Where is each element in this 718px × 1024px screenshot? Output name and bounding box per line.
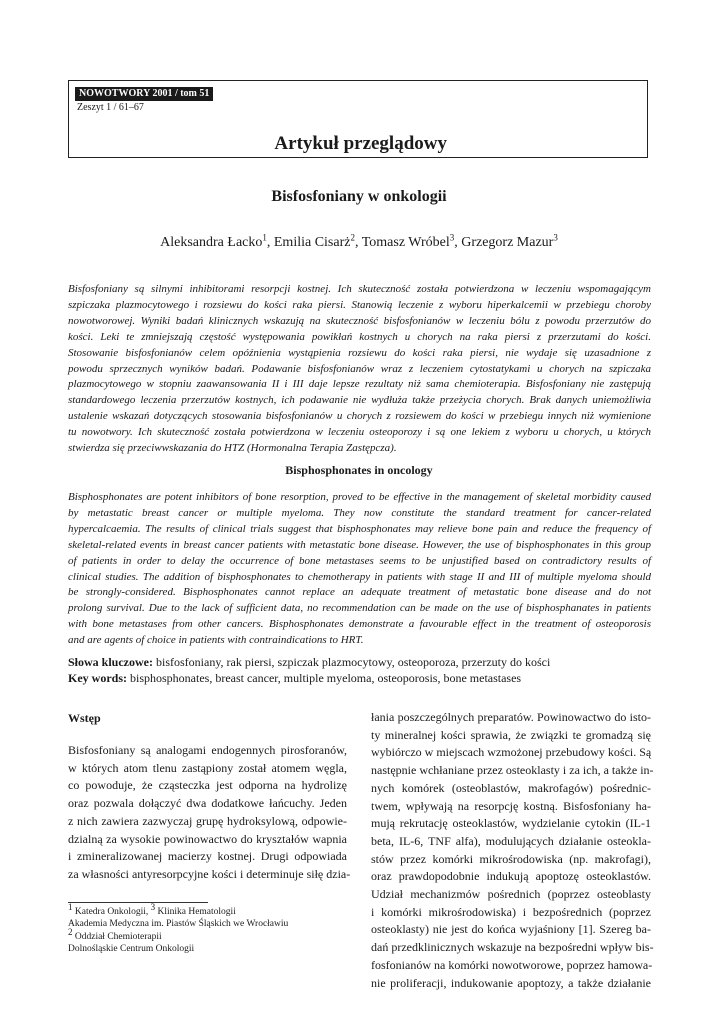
author-name: Aleksandra Łacko — [160, 235, 263, 250]
text-line: ty mineralnej kości sprawia, że związki te gromadzą się — [371, 727, 651, 742]
abstract-polish — [68, 282, 651, 457]
text-line: dzialną za wysokie powinowactwo do kryształów wapnia — [68, 831, 347, 846]
text-line: with bone metastases from other cancers. Bisphosphonates demonstrate a favourable effect in the treatment of osteoporosis — [68, 618, 651, 631]
text-line: następnie wchłaniane przez osteoklasty i za ich, a także in- — [371, 763, 654, 778]
footnote-text: Katedra Onkologii, — [74, 907, 151, 917]
footnote-line — [68, 901, 288, 918]
author-affiliation: 3 — [449, 232, 455, 243]
text-line: nowotworowej. Wyniki badań klinicznych wskazują na skuteczność bisfosfonianów w leczeniu bólu z powodu przerzutów do — [68, 314, 651, 327]
text-line: ustalenie wskazań dotyczących stosowania bisfosfonianów u chorych z rozsiewem do kości w przebiegu innych niż wymienione — [68, 410, 651, 423]
section-heading: Wstęp — [68, 711, 101, 725]
text-line: by metastatic breast cancer or multiple myeloma. They now constitute the standard treatment for cancer-related — [68, 506, 651, 519]
text-line: Bisfosfoniany są analogami endogennych pirosforanów, — [68, 743, 347, 757]
footnote-line — [68, 943, 288, 955]
text-line: z nich zawiera zazwyczaj grupę hydroksylową, odpowie- — [68, 813, 347, 828]
keywords-polish-text: bisfosfoniany, rak piersi, szpiczak plazmocytowy, osteoporoza, przerzuty do kości — [156, 655, 551, 669]
author-affiliation: 2 — [350, 232, 355, 243]
text-line: za własności antyresorpcyjne kości i determinuje siłę dzia- — [68, 866, 351, 881]
text-line: oraz prawdopodobnie indukują apoptozę osteoklastów. — [371, 869, 651, 884]
text-line: plazmocytowego w stopniu zaawansowania II i III daje lepsze rezultaty niż sama chemioterapia. Bisfosfoniany nie zastępują — [68, 378, 651, 391]
text-line: prolong survival. Due to the lack of sufficient data, no recommendation can be made on the use of bisphosphanates in patients — [68, 602, 651, 615]
text-line: powodu sprzecznych wyników badań. Podawanie bisfosfonianów wraz z leczeniem cytostatykami u chorych na szpiczaka — [68, 362, 651, 375]
author-affiliation: 3 — [553, 232, 558, 243]
text-line: Bisphosphonates are potent inhibitors of bone resorption, proved to be effective in the management of skeletal morbidity caused — [68, 491, 651, 503]
keywords-english-text: bisphosphonates, breast cancer, multiple myeloma, osteoporosis, bone metastases — [130, 671, 522, 685]
left-column-text — [68, 742, 351, 884]
text-line: of patients in order to delay the occurrence of bone metastases seems to be unjustified based on contradictory results of — [68, 554, 651, 567]
text-line: Bisfosfoniany są silnymi inhibitorami resorpcji kostnej. Ich skuteczność została potwierdzona w leczeniu wspomagającym — [68, 283, 651, 295]
text-line: dań przedklinicznych wskazuje na bezpośredni wpływ bis- — [371, 940, 654, 955]
footnote-text: Klinika Hematologii — [157, 907, 236, 917]
text-line: Stosowanie bisfosfonianów celem opóźnienia wystąpienia rozsiewu do kości raka piersi, nie wydaje się uzasadnione z — [68, 346, 651, 359]
text-line: skeletal-related events in breast cancer patients with metastatic bone disease. However, the use of bisphosphonates in this group — [68, 538, 651, 551]
keywords-polish — [68, 654, 651, 670]
article-type: Artykuł przeglądowy — [274, 133, 447, 154]
footnote-marker: 1 — [68, 901, 73, 912]
text-line: hypercalcaemia. The results of clinical trials suggest that bisphosphonates may relieve bone pain and reduce the frequency of — [68, 522, 651, 535]
text-line: clinical studies. The addition of bisphosphonates to chemotherapy in patients with stage II and III of multiple myeloma should — [68, 570, 651, 583]
footnote-text: Akademia Medyczna im. Piastów Śląskich we Wrocławiu — [68, 919, 289, 930]
text-line: i zmineralizowanej macierzy kostnej. Drugi odpowiada — [68, 849, 347, 864]
keywords-english-label: Key words: — [68, 671, 127, 685]
journal-tag: NOWOTWORY 2001 / tom 51 — [75, 87, 213, 101]
text-line: szpiczaka plazmocytowego i rozsiewu do kości raka piersi. Stanowią leczenie z wyboru hiperkalcemii w przebiegu choroby — [68, 298, 651, 311]
author-name: Emilia Cisarż — [273, 235, 351, 250]
abstract-english — [68, 490, 651, 649]
text-line: co powoduje, że cząsteczka jest odporna na hydrolizę — [68, 778, 347, 793]
footnote-divider — [68, 902, 208, 903]
journal-header-box — [68, 80, 648, 158]
keywords-polish-label: Słowa kluczowe: — [68, 655, 153, 669]
text-line: stów przez komórki mikrośrodowiska (np. makrofagi), — [371, 851, 651, 866]
text-line: oraz pozwala dołączyć dwa dodatkowe łańcuchy. Jeden — [68, 796, 347, 811]
text-line: mują rekrutację osteoklastów, wydzielanie cytokin (IL-1 — [371, 816, 651, 831]
english-title: Bisphosphonates in oncology — [285, 463, 433, 477]
footnote-line — [68, 926, 288, 943]
text-line: łania poszczególnych preparatów. Powinowactwo do isto- — [371, 710, 651, 724]
text-line: tu nowotwory. Ich skuteczność została potwierdzona w leczeniu osteoporozy i są one lekiem z wyboru u chorych, u których — [68, 426, 651, 439]
text-line: i komórki mikrośrodowiska) i bezpośrednich (poprzez — [371, 904, 651, 919]
author-name: Grzegorz Mazur — [461, 235, 554, 250]
footnotes — [68, 901, 289, 956]
paper-title: Bisfosfoniany w onkologii — [271, 188, 447, 205]
keywords-english — [68, 670, 651, 686]
author-name: Tomasz Wróbel — [361, 235, 450, 250]
authors: Aleksandra Łacko$^1$, Emilia Cisarż$^2$, Tomasz Wróbel$^3$, Grzegorz Mazur$^3$ — [160, 232, 558, 250]
text-line: nych komórek (osteoblastów, makrofagów) pośrednic- — [371, 780, 651, 795]
footnote-text: Dolnośląskie Centrum Onkologii — [68, 944, 195, 955]
text-line: beta, IL-6, TNF alfa), modulujących działanie osteokla- — [371, 833, 651, 848]
text-line: and are agents of choice in patients with contraindications to HRT. — [68, 634, 364, 647]
issue-info: Zeszyt 1 / 61–67 — [77, 102, 144, 113]
author-affiliation: 1 — [262, 232, 267, 243]
text-line: w których atom tlenu zastąpiony został atomem węgla, — [68, 760, 347, 775]
footnote-line — [68, 918, 288, 930]
footnote-text: Oddział Chemioterapii — [74, 931, 162, 942]
text-line: stwierdza się przeciwwskazania do HTZ (Hormonalna Terapia Zastępcza). — [68, 442, 397, 455]
footnote-marker: 2 — [68, 926, 73, 937]
footnote-marker: 3 — [150, 901, 156, 912]
keywords — [68, 654, 651, 686]
right-column-text — [371, 709, 654, 992]
text-line: fosfonianów na komórki nowotworowe, poprzez hamowa- — [371, 957, 653, 972]
text-line: be strongly-considered. Bisphosphonates cannot replace an adequate treatment of metastatic bone disease and do not — [68, 586, 651, 599]
text-line: Udział mechanizmów pośrednich (poprzez osteoblasty — [371, 887, 651, 902]
text-line: standardowego leczenia przerzutów kostnych, ich podawanie nie wydłuża także przeżycia chorych. Brak danych uniemożliwia — [68, 394, 651, 407]
text-line: kości. Leki te zmniejszają częstość występowania powikłań kostnych u chorych na raka piersi z przerzutami do kości. — [68, 330, 651, 343]
text-line: osteoklasty) nie jest do końca wyjaśniony [1]. Szereg ba- — [371, 922, 651, 937]
text-line: nie proliferacji, indukowanie apoptozy, a także działanie — [371, 975, 651, 990]
text-line: twem, wpływają na resorpcję kostną. Bisfosfoniany ha- — [371, 798, 651, 813]
text-line: wybiórczo w miejscach wzmożonej przebudowy kości. Są — [371, 745, 652, 760]
